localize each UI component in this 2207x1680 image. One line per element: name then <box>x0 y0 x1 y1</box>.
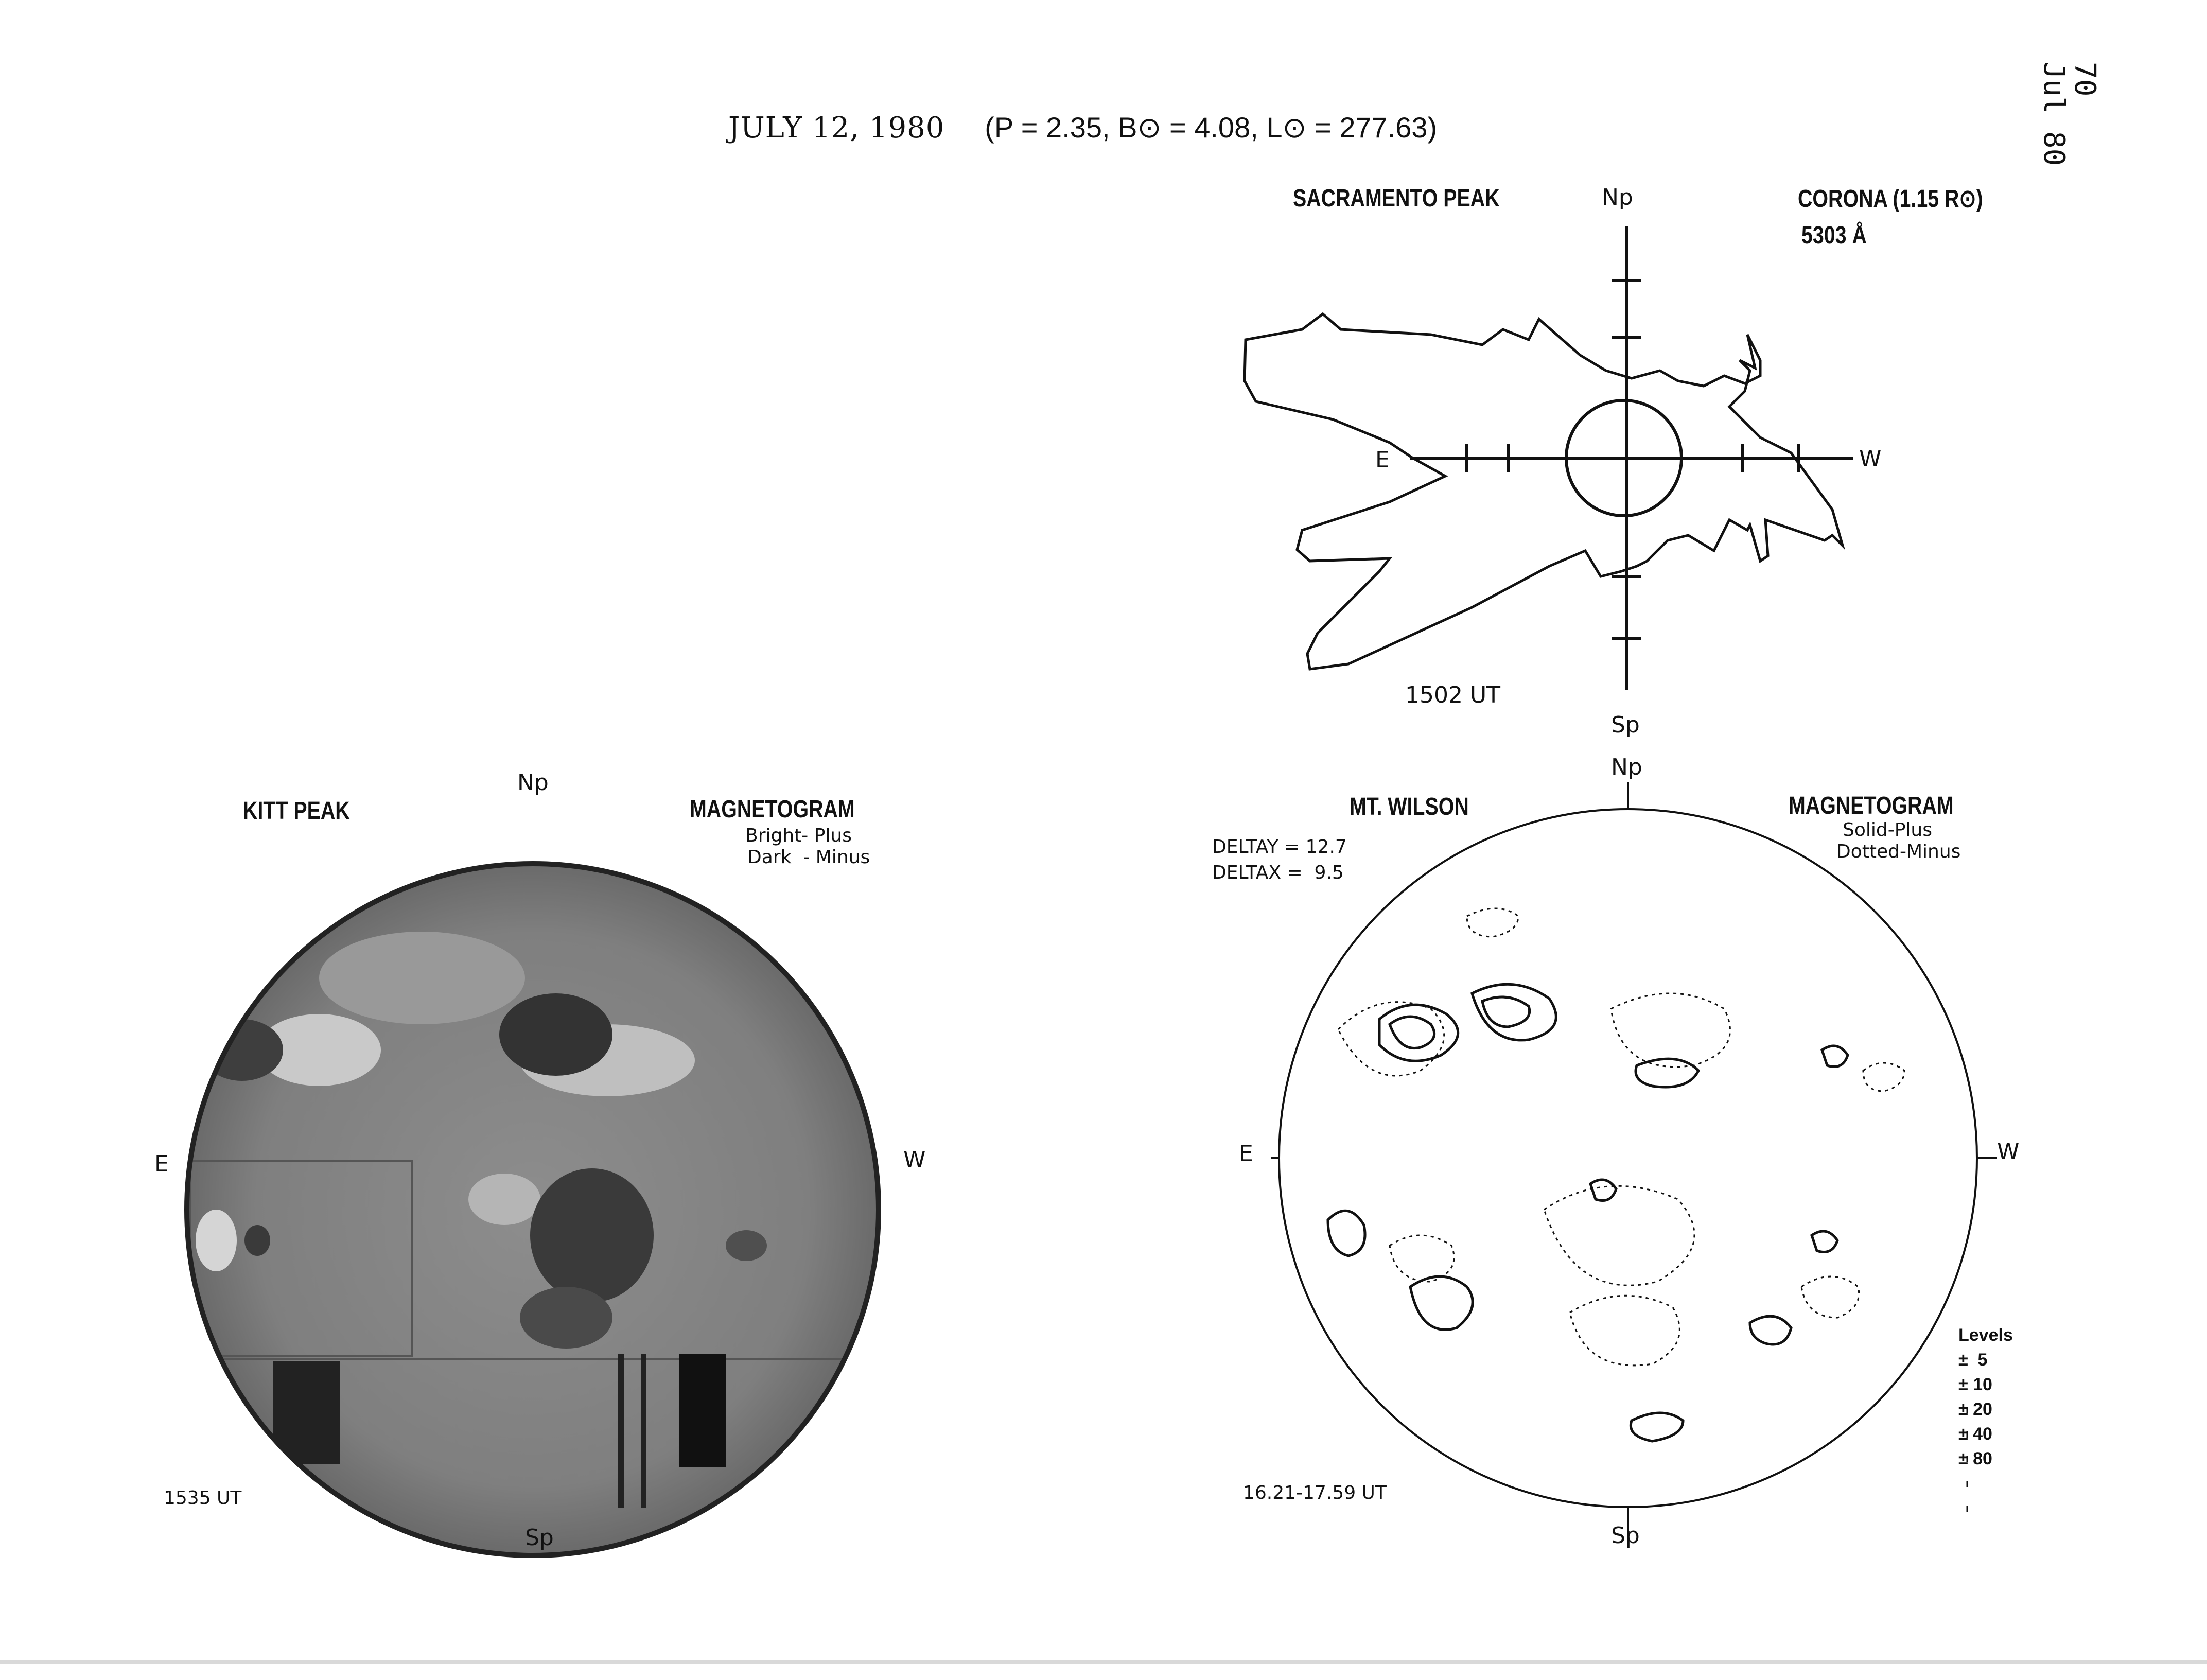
levels-title: Levels <box>1958 1325 2013 1345</box>
mt-wilson-east-label: E <box>1239 1141 1253 1167</box>
mt-wilson-disk <box>1271 782 1997 1534</box>
observation-date: JULY 12, 1980 <box>728 111 945 145</box>
page-bottom-edge <box>0 1660 2207 1664</box>
kitt-peak-legend-plus: Bright- Plus <box>745 825 852 846</box>
level-item: ± 10 <box>1958 1375 1992 1394</box>
mt-wilson-deltay: DELTAY = 12.7 <box>1212 836 1347 857</box>
level-item: ± 5 <box>1958 1350 1988 1370</box>
corona-outline <box>1245 314 1843 669</box>
corona-plot <box>1245 226 1853 690</box>
corona-time: 1502 UT <box>1405 682 1501 708</box>
kitt-peak-north-label: Np <box>517 769 549 796</box>
kitt-peak-observatory: KITT PEAK <box>243 797 350 825</box>
level-item: ± 20 <box>1958 1399 1992 1419</box>
corona-title: CORONA (1.15 R⊙) <box>1798 185 1983 213</box>
kitt-peak-time: 1535 UT <box>164 1487 242 1509</box>
levels-legend <box>1958 1323 2013 1471</box>
mt-wilson-north-label: Np <box>1611 754 1642 780</box>
page-number: 70 Jul 80 <box>2037 62 2101 166</box>
level-item: ± 40 <box>1958 1424 1992 1444</box>
corona-wavelength: 5303 Å <box>1801 222 1867 249</box>
corona-south-label: Sp <box>1611 712 1640 738</box>
kitt-peak-legend-minus: Dark - Minus <box>747 847 870 868</box>
level-item: ± 80 <box>1958 1449 1992 1468</box>
kitt-peak-south-label: Sp <box>525 1525 554 1551</box>
mt-wilson-legend-minus: Dotted-Minus <box>1836 841 1961 862</box>
mt-wilson-south-label: Sp <box>1611 1522 1640 1549</box>
mt-wilson-west-label: W <box>1997 1139 2020 1165</box>
corona-west-label: W <box>1859 446 1882 472</box>
kitt-peak-west-label: W <box>903 1147 926 1173</box>
corona-east-label: E <box>1375 447 1390 473</box>
kitt-peak-east-label: E <box>154 1151 169 1177</box>
mt-wilson-title: MAGNETOGRAM <box>1789 792 1954 819</box>
mt-wilson-deltax: DELTAX = 9.5 <box>1212 862 1344 883</box>
kitt-peak-disk <box>187 864 879 1555</box>
solar-parameters: (P = 2.35, B⊙ = 4.08, L⊙ = 277.63) <box>985 111 1438 144</box>
corona-observatory: SACRAMENTO PEAK <box>1293 185 1500 212</box>
mt-wilson-time: 16.21-17.59 UT <box>1243 1482 1387 1503</box>
mt-wilson-legend-plus: Solid-Plus <box>1843 819 1933 841</box>
mt-wilson-observatory: MT. WILSON <box>1350 793 1469 820</box>
corona-north-label: Np <box>1602 184 1633 211</box>
kitt-peak-title: MAGNETOGRAM <box>690 796 855 823</box>
